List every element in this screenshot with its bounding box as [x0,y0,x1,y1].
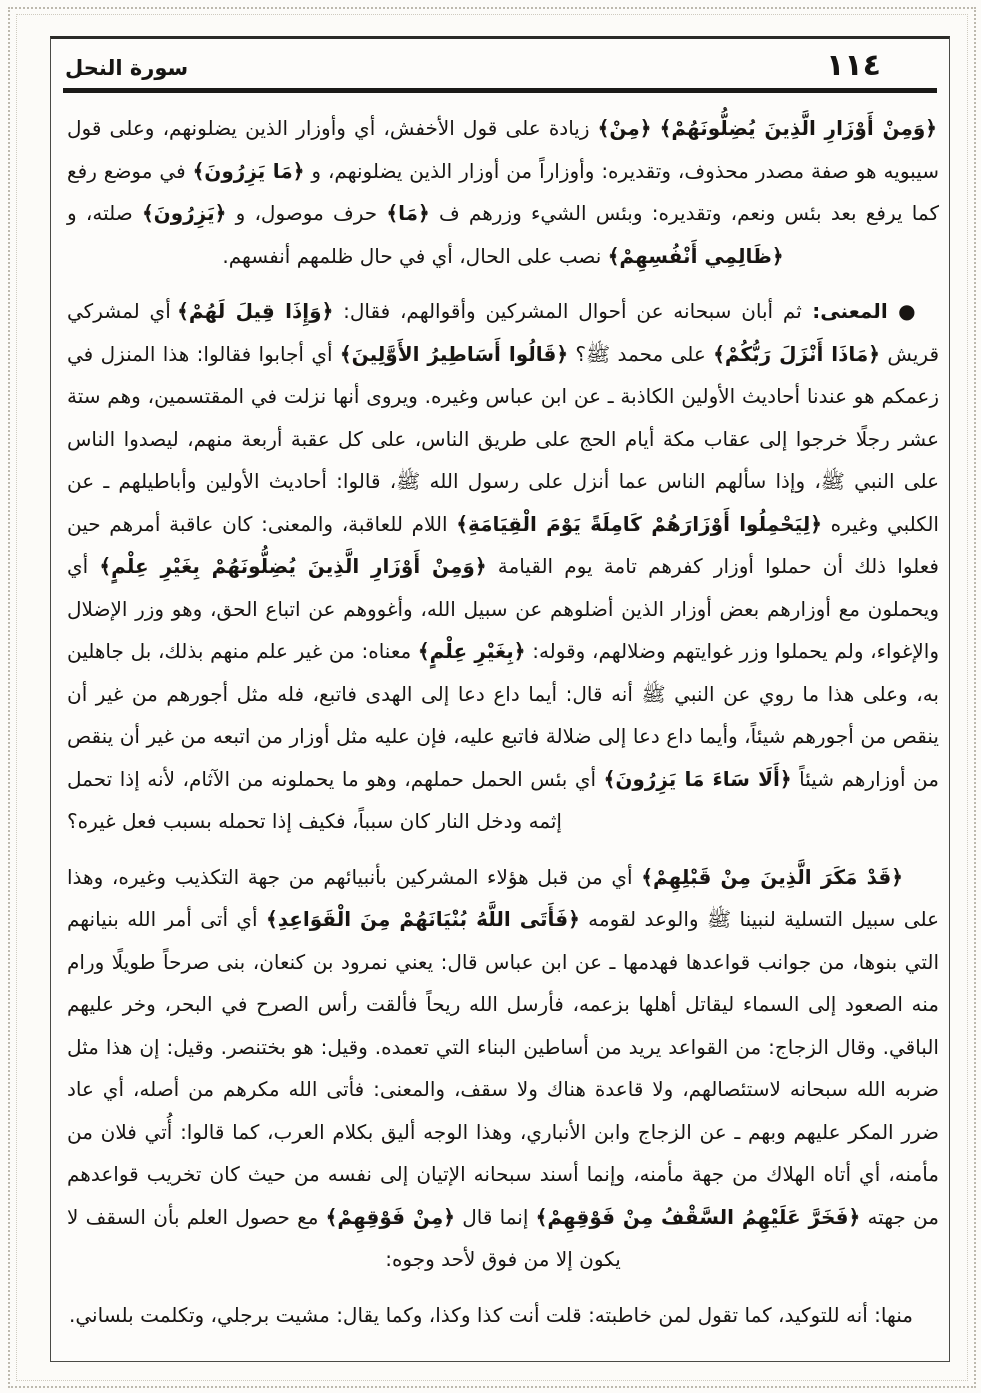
text-run: أي ويحملون مع أوزارهم بعض أوزار الذين أضلوهم عن سبيل الله، وأغووهم عن اتباع الحق، وهو وزر الإضلال والإغواء، ولم يحملوا وزر غوايتهم وضلالهم، وقوله: [67,554,939,663]
paragraph [67,290,939,843]
section-title: سورة النحل [65,56,189,80]
page-frame [50,36,950,1362]
text-run: صلته، و [67,201,142,225]
quran-quote: ﴿وَمِنْ أَوْزَارِ الَّذِينَ يُضِلُّونَهُمْ بِغَيْرِ عِلْمٍ﴾ [99,554,487,578]
text-run: أي من قبل هؤلاء المشركين بأنبيائهم من جهة التكذيب وغيره، وهذا على سبيل التسلية لنبينا ﷺ والوعد لقومه [67,864,939,931]
text-run: أي لمشركي قريش [67,299,940,366]
text-run: مع حصول العلم بأن السقف لا يكون إلا من فوق لأحد وجوه: [67,1204,621,1271]
quran-quote: ﴿أَلَا سَاءَ مَا يَزِرُونَ﴾ [603,766,792,791]
paragraph [67,107,939,277]
quran-quote: ﴿مَا يَزِرُونَ﴾ [192,158,305,183]
quran-quote: ﴿وَمِنْ أَوْزَارِ الَّذِينَ يُضِلُّونَهُمْ﴾ [659,116,937,140]
quran-quote: ﴿يَزِرُونَ﴾ [141,201,227,225]
quran-quote: ﴿قَالُوا أَسَاطِيرُ الأَوَّلِينَ﴾ [339,341,569,366]
text-run: في موضع رفع كما يرفع بعد بئس ونعم، وتقديره: وبئس الشيء وزرهم ف [67,158,939,225]
quran-quote: ﴿فَخَرَّ عَلَيْهِمُ السَّقْفُ مِنْ فَوْقِهِمْ﴾ [535,1204,861,1229]
text-run: أي بئس الحمل حملهم، وهو ما يحملونه من الآثام، لأنه إذا تحمل إثمه ودخل النار كان سبباً، فكيف إذا تحمله بسبب فعل غيره؟ [67,766,604,833]
paragraph [67,856,939,1281]
quran-quote: ﴿قَدْ مَكَرَ الَّذِينَ مِنْ قَبْلِهِمْ﴾ [641,864,903,889]
text-run: أي أتى أمر الله بنيانهم التي بنوها، من جوانب قواعدها فهدمها ـ عن ابن عباس قال: يعني نمرود بن كنعان، بنى صرحاً طويلًا ورام منه الصعود إلى السماء ليقاتل أهلها بزعمه، فأرسل الله ريحاً فألقت رأس الصرح في البحر، وخر عليهم الباقي. وقال الزجاج: من القواعد يريد من أساطين البناء التي تعمده. وقيل: هو بختنصر. وقيل: إن هذا مثل ضربه الله سبحانه لاستئصالهم، ولا قاعدة هناك ولا سقف، والمعنى: فأتى الله مكرهم من أصله، أي عاد ضرر المكر عليهم وبهم ـ عن الزجاج وابن الأنباري، وهذا الوجه أليق بكلام العرب، كما قالوا: أُتي فلان من مأمنه، أي أتاه الهلاك من جهة مأمنه، وإنما أسند سبحانه الإتيان إلى نفسه من حيث كان تخريب قواعدهم من جهته [67,907,939,1229]
quran-quote: ﴿مِنْ فَوْقِهِمْ﴾ [325,1204,455,1229]
text-run: حرف موصول، و [226,201,387,225]
page-header [51,39,949,85]
text-run [651,116,659,140]
quran-quote: ﴿وَإِذَا قِيلَ لَهُمْ﴾ [177,299,334,323]
commentary-text [51,93,949,1336]
quran-quote: ﴿مَا﴾ [386,201,430,225]
quran-quote: ﴿بِغَيْرِ عِلْمٍ﴾ [417,639,526,663]
quran-quote: ﴿لِيَحْمِلُوا أَوْزَارَهُمْ كَامِلَةً يَوْمَ الْقِيَامَةِ﴾ [456,511,822,536]
text-run: على محمد ﷺ؟ [568,341,714,366]
text-run: نصب على الحال، أي في حال ظلمهم أنفسهم. [222,243,608,268]
text-run: اللام للعاقبة، والمعنى: كان عاقبة أمرهم حين فعلوا ذلك أن حملوا أوزار كفرهم تامة يوم القيامة [67,511,939,578]
text-run: زيادة على قول الأخفش، أي وأوزار الذين يضلونهم، وعلى قول سيبويه هو صفة مصدر محذوف، وتقديره: وأوزاراً من أوزار الذين يضلونهم، و [67,116,939,183]
page-number: ١١٤ [826,48,881,83]
paragraph-lead: ● المعنى: [801,299,919,323]
text-run: معناه: من غير علم منهم بذلك، بل جاهلين به، وعلى هذا ما روي عن النبي ﷺ أنه قال: أيما داع دعا إلى الهدى فاتبع، فله مثل أجورهم من غير أن ينقص من أجورهم شيئاً، وأيما داع دعا إلى ضلالة فاتبع عليه، فإن عليه مثل أوزار من اتبعه من غير أن ينقص من أوزارهم شيئاً [67,639,939,791]
quran-quote: ﴿فَأَتَى اللَّهُ بُنْيَانَهُمْ مِنَ الْقَوَاعِدِ﴾ [265,907,580,931]
quran-quote: ﴿مَاذَا أَنْزَلَ رَبُّكُمْ﴾ [713,341,880,366]
text-run: إنما قال [454,1204,536,1229]
quran-quote: ﴿مِنْ﴾ [597,116,652,140]
paragraph [67,1294,939,1337]
quran-quote: ﴿ظَالِمِي أَنْفُسِهِمْ﴾ [607,243,784,268]
text-run: أي أجابوا فقالوا: هذا المنزل في زعمكم هو عندنا أحاديث الأولين الكاذبة ـ عن ابن عباس وغيره. ويروى أنها نزلت في المقتسمين، وهم ستة عشر رجلًا خرجوا إلى عقاب مكة أيام الحج على طريق الناس، على كل عقبة أربعة منهم، ليصدوا الناس على النبي ﷺ، وإذا سألهم الناس عما أنزل على رسول الله ﷺ، قالوا: أحاديث الأولين وأباطيلهم ـ عن الكلبي وغيره [67,341,939,536]
text-run: منها: أنه للتوكيد، كما تقول لمن خاطبته: قلت أنت كذا وكذا، وكما يقال: مشيت برجلي، وتكلمت بلساني. [69,1302,913,1327]
text-run: ثم أبان سبحانه عن أحوال المشركين وأقوالهم، فقال: [333,299,802,323]
